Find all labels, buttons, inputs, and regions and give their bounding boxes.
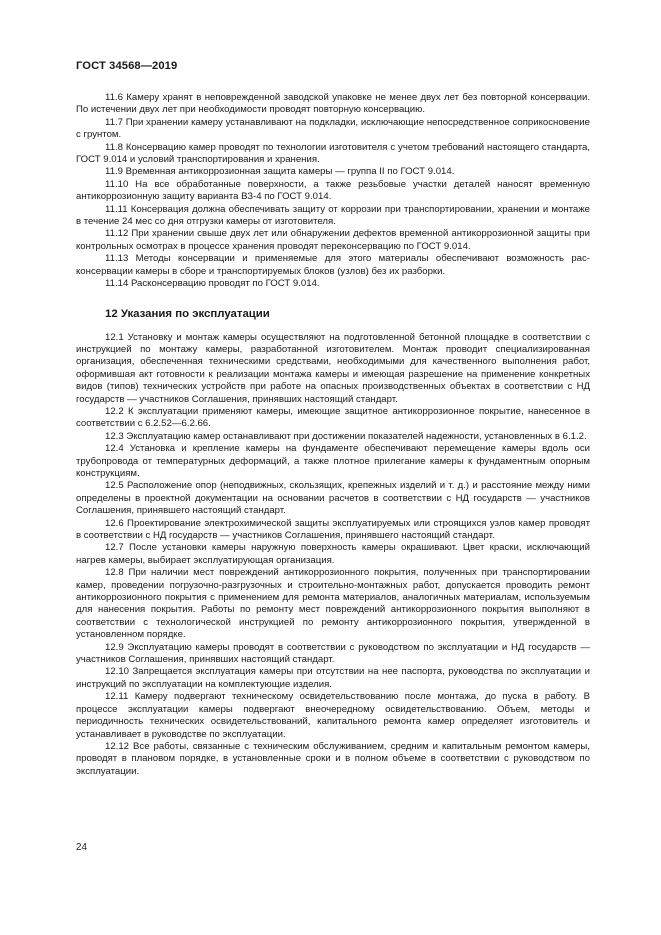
paragraph-11-7: 11.7 При хранении камеру устанавливают на подкладки, исключающие непосредственное соприкосновение с грунтом. bbox=[76, 116, 590, 141]
paragraph-11-13: 11.13 Методы консервации и применяемые для этого материалы обеспечивают возможность расконсервации камеры в сборе и транспортируемых блоков (узлов) без их разборки. bbox=[76, 253, 590, 277]
section-heading: 12 Указания по эксплуатации bbox=[105, 307, 270, 320]
paragraph-11-12: 11.12 При хранении свыше двух лет или обнаружении дефектов временной антикоррозионной защиты при контрольных осмотрах в процессе хранения проводят переконсервацию по ГОСТ 9.014. bbox=[76, 228, 590, 252]
paragraph-11-10: 11.10 На все обработанные поверхности, а также резьбовые участки деталей наносят временную антикоррозионную защиту варианта ВЗ-4 по ГОСТ 9.014. bbox=[76, 178, 590, 203]
paragraph-12-5: 12.5 Расположение опор (неподвижных, скользящих, крепежных изделий и т. д.) и расстояние между ними определены в проектной документации на основании расчетов в соответствии с НД государств — участников Соглашения, принявшего настоящий стандарт. bbox=[76, 480, 590, 517]
paragraph-12-12: 12.12 Все работы, связанные с техническим обслуживанием, средним и капитальным ремонтом камеры, проводят в плановом порядке, в установленные сроки и в полном объеме в соответствии с руководством по эксплуатации. bbox=[76, 740, 590, 777]
paragraph-12-6: 12.6 Проектирование электрохимической защиты эксплуатируемых или строящихся узлов камер проводят в соответствии с НД государств — участников Соглашения, принявшего настоящий стандарт. bbox=[76, 517, 590, 541]
paragraph-11-9: 11.9 Временная антикоррозионная защита камеры — группа II по ГОСТ 9.014. bbox=[105, 166, 455, 178]
paragraph-12-7: 12.7 После установки камеры наружную поверхность камеры окрашивают. Цвет краски, исключающий нагрев камеры, выбирает эксплуатирующая организация. bbox=[76, 542, 590, 566]
paragraph-12-1: 12.1 Установку и монтаж камеры осуществляют на подготовленной бетонной площадке в соответствии с инструкцией по монтажу камеры, разработанной изготовителем. Монтаж проводит специализированная организация, обеспеченная техническими средствами, необходимыми для качественного выполнения работ, оформившая акт готовности к реализации монтажа камеры и имеющая разрешение на применение конкретных видов (типов) технических устройств при работе на опасных производственных объектах в соответствии с НД государств — участников Соглашения, принявших настоящий стандарт. bbox=[76, 331, 590, 405]
paragraph-12-10: 12.10 Запрещается эксплуатация камеры при отсутствии на нее паспорта, руководства по эксплуатации и инструкций по эксплуатации на комплектующие изделия. bbox=[76, 666, 590, 690]
paragraph-12-4: 12.4 Установка и крепление камеры на фундаменте обеспечивают перемещение камеры вдоль оси трубопровода от температурных деформаций, а также плотное прилегание камеры к фундаментным опорным конструкциям. bbox=[76, 443, 590, 479]
page-header: ГОСТ 34568—2019 bbox=[76, 60, 178, 72]
paragraph-11-6: 11.6 Камеру хранят в неповрежденной заводской упаковке не менее двух лет без повторной консервации. По истечении двух лет при необходимости проводят повторную консервацию. bbox=[76, 92, 590, 116]
paragraph-12-2: 12.2 К эксплуатации применяют камеры, имеющие защитное антикоррозионное покрытие, нанесенное в соответствии с 6.2.52—6.2.66. bbox=[76, 405, 590, 430]
paragraph-12-8: 12.8 При наличии мест повреждений антикоррозионного покрытия, полученных при транспортировании камер, проведении погрузочно-разгрузочных и строительно-монтажных работ, допускается проводить ремонт антикоррозионного покрытия с применением для ремонта материалов, аналогичных материалам, используемым для нанесения покрытия. Работы по ремонту мест повреждений антикоррозионного покрытия выполняют в соответствии с технологической инструкцией по ремонту антикоррозионного покрытия, утвержденной в установленном порядке. bbox=[76, 567, 590, 641]
paragraph-12-9: 12.9 Эксплуатацию камеры проводят в соответствии с руководством по эксплуатации и НД государств — участников Соглашения, принявших настоящий стандарт. bbox=[76, 641, 590, 666]
page-number: 24 bbox=[76, 842, 87, 853]
paragraph-11-11: 11.11 Консервация должна обеспечивать защиту от коррозии при транспортировании, хранении и монтаже в течение 24 мес со дня отгрузки камеры от изготовителя. bbox=[76, 203, 590, 228]
paragraph-11-8: 11.8 Консервацию камер проводят по технологии изготовителя с учетом требований настоящего стандарта, ГОСТ 9.014 и условий транспортирования и хранения. bbox=[76, 141, 590, 166]
paragraph-12-3: 12.3 Эксплуатацию камер останавливают при достижении показателей надежности, установленных в 6.1.2. bbox=[105, 430, 587, 442]
paragraph-11-14: 11.14 Расконсервацию проводят по ГОСТ 9.014. bbox=[105, 278, 320, 290]
page-content bbox=[76, 92, 590, 778]
paragraph-12-11: 12.11 Камеру подвергают техническому освидетельствованию после монтажа, до пуска в работу. В процессе эксплуатации камеры подвергают внеочередному освидетельствованию. Объем, методы и периодичность технических освидетельствований, капитального ремонта камер определяет изготовитель и устанавливает в руководстве по эксплуатации. bbox=[76, 691, 590, 740]
